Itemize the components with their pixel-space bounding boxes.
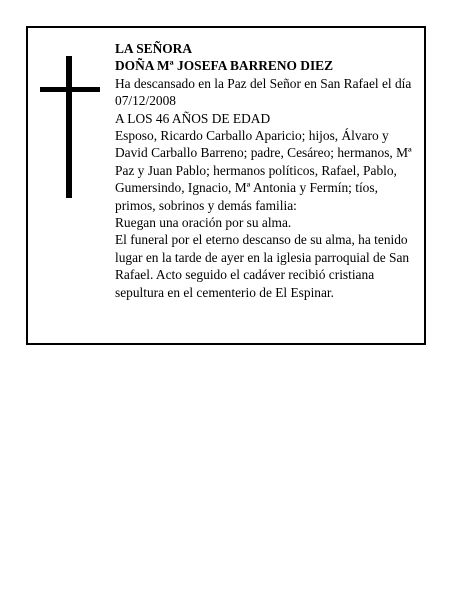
family-list: Esposo, Ricardo Carballo Aparicio; hijos, Álvaro y David Carballo Barreno; padre, Cesáreo; hermanos, Mª Paz y Juan Pablo; hermanos políticos, Rafael, Pablo, Gumersindo, Ignacio, Mª Antonia y Fermín; tíos, primos, sobrinos y demás familia:	[115, 128, 412, 213]
funeral-details: El funeral por el eterno descanso de su alma, ha tenido lugar en la tarde de ayer en la iglesia parroquial de San Rafael. Acto seguido el cadáver recibió cristiana sepultura en el cementerio de El Espinar.	[115, 232, 410, 300]
cross-vertical-bar	[66, 56, 72, 198]
death-statement: Ha descansado en la Paz del Señor en San Rafael el día 07/12/2008	[115, 75, 412, 109]
notice-text-block	[115, 40, 419, 301]
deceased-name: DOÑA Mª JOSEFA BARRENO DIEZ	[115, 58, 334, 74]
prayer-request: Ruegan una oración por su alma.	[115, 215, 292, 231]
age-line: A LOS 46 AÑOS DE EDAD	[115, 110, 271, 126]
cross-horizontal-bar	[40, 87, 100, 92]
honorific: LA SEÑORA	[115, 41, 193, 56]
obituary-notice	[26, 26, 426, 345]
